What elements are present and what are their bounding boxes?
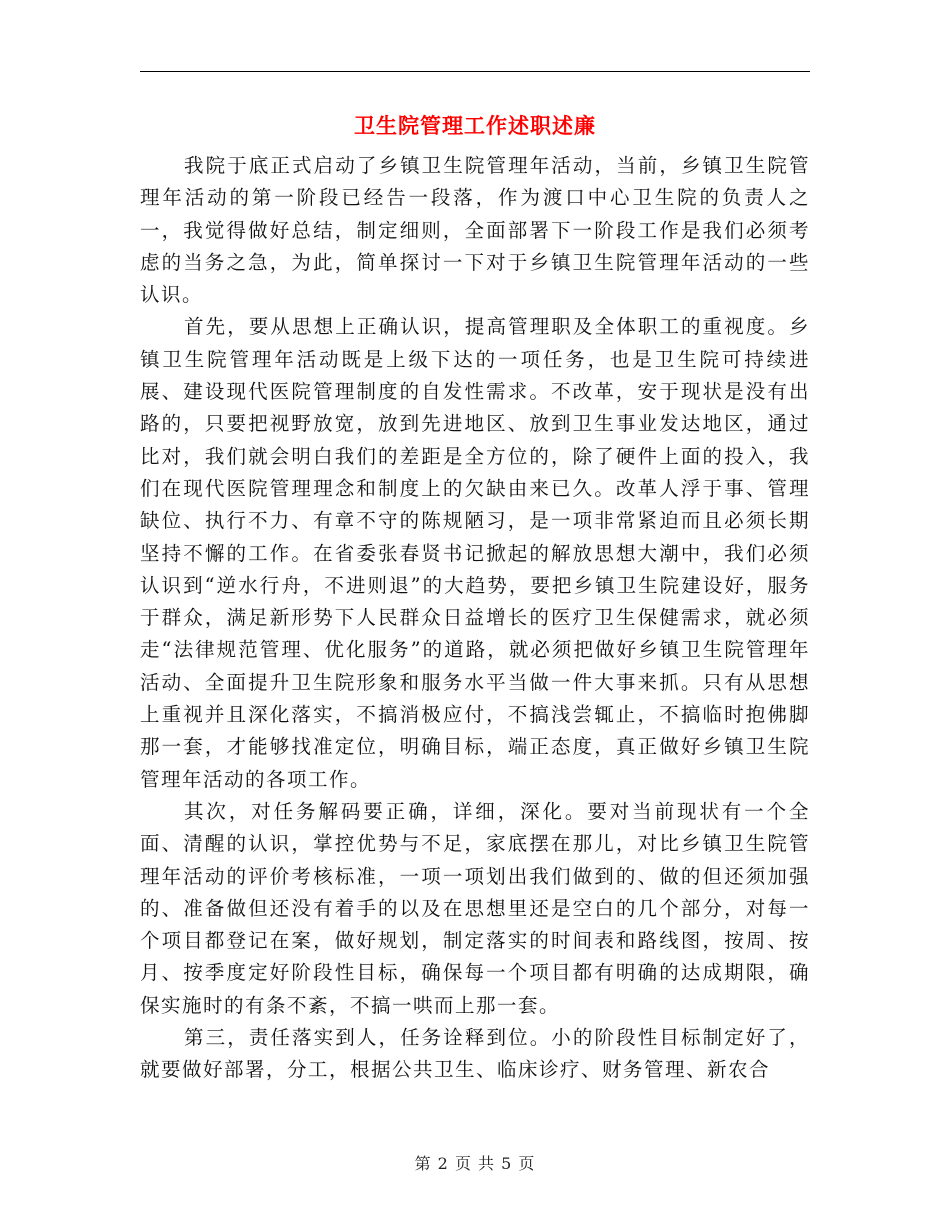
paragraph-third-point: 第三，责任落实到人，任务诠释到位。小的阶段性目标制定好了，就要做好部署，分工，根据公共卫生、临床诊疗、财务管理、新农合: [140, 1026, 810, 1082]
paragraph-first-point: 首先，要从思想上正确认识，提高管理职及全体职工的重视度。乡镇卫生院管理年活动既是上级下达的一项任务，也是卫生院可持续进展、建设现代医院管理制度的自发性需求。不改革，安于现状是没有出路的，只要把视野放宽，放到先进地区、放到卫生事业发达地区，通过比对，我们就会明白我们的差距是全方位的，除了硬件上面的投入，我们在现代医院管理理念和制度上的欠缺由来已久。改革人浮于事、管理缺位、执行不力、有章不守的陈规陋习，是一项非常紧迫而且必须长期坚持不懈的工作。在省委张春贤书记掀起的解放思想大潮中，我们必须认识到“逆水行舟，不进则退”的大趋势，要把乡镇卫生院建设好，服务于群众，满足新形势下人民群众日益增长的医疗卫生保健需求，就必须走“法律规范管理、优化服务”的道路，就必须把做好乡镇卫生院管理年活动、全面提升卫生院形象和服务水平当做一件大事来抓。只有从思想上重视并且深化落实，不搞消极应付，不搞浅尝辄止，不搞临时抱佛脚那一套，才能够找准定位，明确目标，端正态度，真正做好乡镇卫生院管理年活动的各项工作。: [140, 315, 810, 791]
document-title: 卫生院管理工作述职述廉: [354, 113, 596, 138]
page-number: 第 2 页 共 5 页: [414, 1154, 536, 1173]
document-body: [140, 150, 810, 1087]
paragraph-intro: 我院于底正式启动了乡镇卫生院管理年活动，当前，乡镇卫生院管理年活动的第一阶段已经告一段落，作为渡口中心卫生院的负责人之一，我觉得做好总结，制定细则，全面部署下一阶段工作是我们必须考虑的当务之急，为此，简单探讨一下对于乡镇卫生院管理年活动的一些认识。: [140, 154, 810, 307]
header-rule: [140, 71, 810, 72]
paragraph-second-point: 其次，对任务解码要正确，详细，深化。要对当前现状有一个全面、清醒的认识，掌控优势与不足，家底摆在那儿，对比乡镇卫生院管理年活动的评价考核标准，一项一项划出我们做到的、做的但还须加强的、准备做但还没有着手的以及在思想里还是空白的几个部分，对每一个项目都登记在案，做好规划，制定落实的时间表和路线图，按周、按月、按季度定好阶段性目标，确保每一个项目都有明确的达成期限，确保实施时的有条不紊，不搞一哄而上那一套。: [140, 799, 810, 1017]
